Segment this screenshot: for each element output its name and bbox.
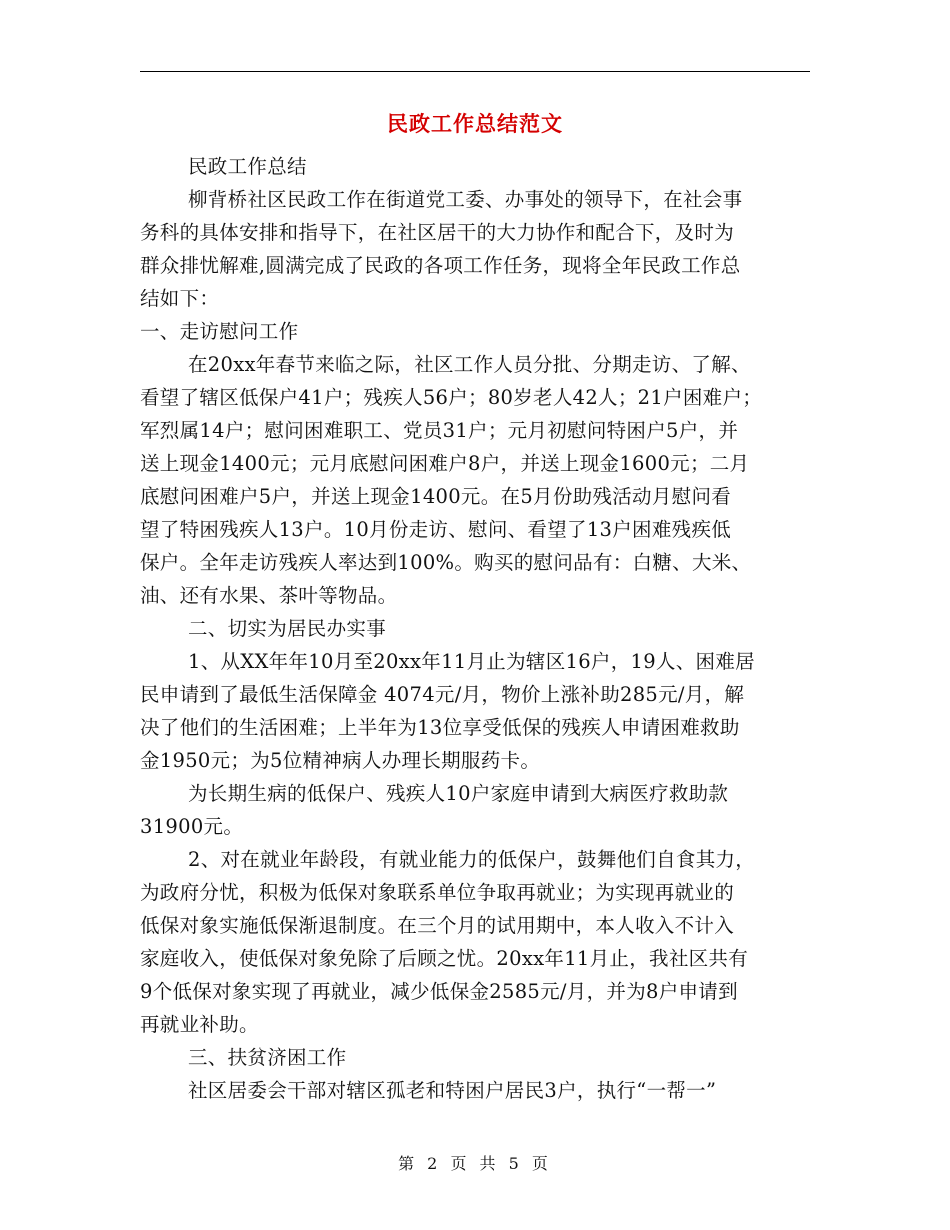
paragraph-line: 军烈属14户；慰问困难职工、党员31户；元月初慰问特困户5户，并 <box>140 419 739 442</box>
header-rule <box>140 71 810 72</box>
section-heading: 二、切实为居民办实事 <box>188 617 387 640</box>
paragraph-line: 决了他们的生活困难；上半年为13位享受低保的残疾人申请困难救助 <box>140 716 740 739</box>
document-title: 民政工作总结范文 <box>387 112 563 136</box>
paragraph-line: 望了特困残疾人13户。10月份走访、慰问、看望了13户困难残疾低 <box>140 518 732 541</box>
paragraph-line: 2、对在就业年龄段，有就业能力的低保户，鼓舞他们自食其力， <box>188 848 756 871</box>
paragraph-line: 底慰问困难户5户，并送上现金1400元。在5月份助残活动月慰问看 <box>140 485 732 508</box>
paragraph-line: 在20xx年春节来临之际，社区工作人员分批、分期走访、了解、 <box>188 353 751 376</box>
paragraph-line: 1、从XX年年10月至20xx年11月止为辖区16户，19人、困难居 <box>188 650 755 673</box>
paragraph-line: 保户。全年走访残疾人率达到100%。购买的慰问品有：白糖、大米、 <box>140 551 752 574</box>
section-heading: 三、扶贫济困工作 <box>188 1046 347 1069</box>
paragraph-line: 送上现金1400元；元月底慰问困难户8户，并送上现金1600元；二月 <box>140 452 750 475</box>
paragraph-line: 群众排忧解难,圆满完成了民政的各项工作任务，现将全年民政工作总 <box>140 254 741 277</box>
paragraph-line: 民申请到了最低生活保障金 4074元/月，物价上涨补助285元/月，解 <box>140 683 745 706</box>
paragraph-line: 务科的具体安排和指导下，在社区居干的大力协作和配合下，及时为 <box>140 221 735 244</box>
paragraph-line: 低保对象实施低保渐退制度。在三个月的试用期中，本人收入不计入 <box>140 914 735 937</box>
paragraph-line: 金1950元；为5位精神病人办理长期服药卡。 <box>140 749 541 772</box>
paragraph-line: 31900元。 <box>140 815 244 838</box>
paragraph-line: 社区居委会干部对辖区孤老和特困户居民3户，执行“一帮一” <box>188 1079 717 1102</box>
section-heading: 一、走访慰问工作 <box>140 320 299 343</box>
paragraph-line: 再就业补助。 <box>140 1013 259 1036</box>
paragraph-line: 柳背桥社区民政工作在街道党工委、办事处的领导下，在社会事 <box>188 188 743 211</box>
paragraph-line: 家庭收入，使低保对象免除了后顾之忧。20xx年11月止，我社区共有 <box>140 947 749 970</box>
paragraph-line: 为长期生病的低保户、残疾人10户家庭申请到大病医疗救助款 <box>188 782 729 805</box>
section-heading: 民政工作总结 <box>188 155 307 178</box>
paragraph-line: 为政府分忧，积极为低保对象联系单位争取再就业；为实现再就业的 <box>140 881 735 904</box>
paragraph-line: 油、还有水果、茶叶等物品。 <box>140 584 398 607</box>
paragraph-line: 结如下： <box>140 287 220 310</box>
paragraph-line: 9个低保对象实现了再就业，减少低保金2585元/月，并为8户申请到 <box>140 980 738 1003</box>
page-number-footer: 第 2 页 共 5 页 <box>398 1154 552 1173</box>
paragraph-line: 看望了辖区低保户41户；残疾人56户；80岁老人42人；21户困难户； <box>140 386 763 409</box>
